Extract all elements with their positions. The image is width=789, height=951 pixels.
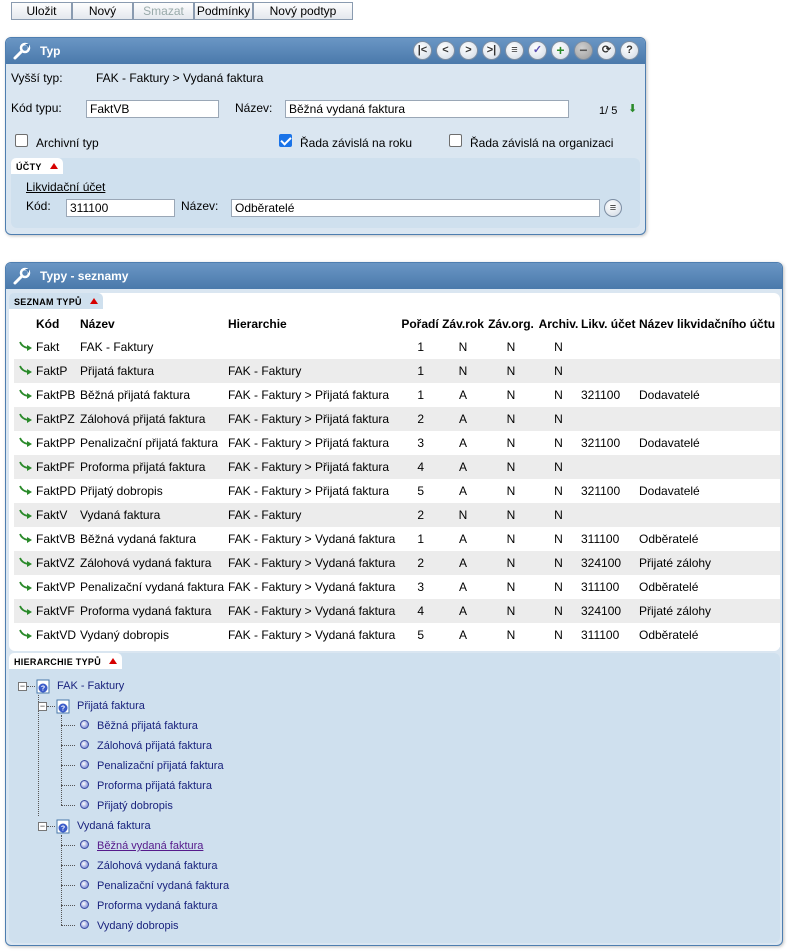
cell-archive: N (536, 455, 581, 479)
tree-node-root[interactable]: FAK - Faktury (57, 680, 125, 692)
cell-year-dep: A (440, 599, 486, 623)
cell-liq-account-name: Dodavatelé (639, 436, 700, 450)
cell-liq-account-name: Přijaté zálohy (639, 599, 780, 623)
org-dependent-label: Řada závislá na organizaci (470, 136, 614, 150)
cell-order: 2 (400, 551, 440, 575)
row-select-arrow-icon[interactable] (19, 629, 33, 639)
cell-code: FaktPP (36, 436, 76, 450)
cell-hierarchy: FAK - Faktury > Vydaná faktura (228, 599, 400, 623)
collapse-icon[interactable] (90, 298, 98, 304)
svg-text:?: ? (60, 825, 66, 833)
type-panel-title: Typ (40, 44, 61, 58)
pager-text: 1/ 5 (599, 105, 618, 117)
type-leaf-icon (80, 740, 89, 749)
row-arrow-cell[interactable] (14, 575, 36, 599)
tree-node-leaf[interactable]: Běžná přijatá faktura (97, 720, 198, 732)
tree-node-leaf[interactable]: Vydaný dobropis (97, 920, 179, 932)
cell-liq-account-name (639, 503, 780, 527)
prev-record-icon[interactable]: < (436, 41, 455, 60)
cell-archive: N (536, 599, 581, 623)
type-leaf-icon (80, 920, 89, 929)
parent-type-value: FAK - Faktury > Vydaná faktura (96, 71, 264, 85)
cell-liq-account: 311100 (581, 628, 620, 642)
cell-name: Proforma přijatá faktura (80, 455, 228, 479)
type-leaf-icon (80, 800, 89, 809)
cell-year-dep: A (440, 407, 486, 431)
table-row[interactable] (14, 335, 780, 359)
cell-liq-account: 324100 (581, 599, 639, 623)
account-code-field[interactable]: 311100 (66, 199, 175, 217)
collapse-toggle-icon[interactable]: − (39, 821, 46, 831)
tree-connector (61, 835, 62, 925)
tree-connector (61, 765, 75, 766)
svg-text:?: ? (60, 705, 66, 713)
type-name-field[interactable]: Běžná vydaná faktura (285, 100, 569, 118)
type-leaf-icon (80, 840, 89, 849)
cell-liq-account (581, 335, 639, 359)
account-code-label: Kód: (26, 199, 51, 213)
column-header-year-dep[interactable]: Záv.rok (442, 317, 484, 331)
table-row[interactable] (14, 479, 780, 503)
accounts-tab-label: ÚČTY (16, 162, 42, 172)
cell-year-dep: A (458, 580, 467, 594)
table-row[interactable] (14, 623, 780, 647)
hierarchy-tree (9, 653, 780, 943)
cell-archive: N (554, 532, 563, 546)
cell-liq-account (581, 359, 639, 383)
table-row[interactable] (14, 551, 780, 575)
cell-hierarchy: FAK - Faktury > Vydaná faktura (228, 628, 396, 642)
cell-archive: N (536, 407, 581, 431)
tree-connector (61, 845, 75, 846)
account-lookup-icon[interactable]: ≡ (604, 199, 622, 217)
tree-connector (61, 885, 75, 886)
row-arrow-cell[interactable] (14, 335, 36, 359)
cell-year-dep: A (458, 388, 467, 402)
tree-connector (61, 725, 75, 726)
cell-hierarchy: FAK - Faktury (228, 359, 400, 383)
table-row[interactable] (14, 359, 780, 383)
row-arrow-cell[interactable] (14, 623, 36, 647)
cell-liq-account-name: Odběratelé (639, 532, 699, 546)
column-header-code[interactable]: Kód (36, 317, 60, 331)
cell-name: Běžná vydaná faktura (80, 532, 197, 546)
cell-archive: N (536, 503, 581, 527)
cell-hierarchy: FAK - Faktury > Přijatá faktura (228, 484, 390, 498)
new-button[interactable]: Nový (72, 2, 133, 20)
cell-year-dep: N (440, 503, 486, 527)
next-record-icon[interactable]: > (459, 41, 478, 60)
account-name-field[interactable]: Odběratelé (231, 199, 600, 217)
tree-connector (61, 925, 75, 926)
tree-node-leaf[interactable]: Proforma vydaná faktura (97, 900, 218, 912)
cell-order: 4 (400, 455, 440, 479)
table-row[interactable] (14, 599, 780, 623)
cell-name: Vydaná faktura (80, 503, 228, 527)
new-subtype-button[interactable]: Nový podtyp (253, 2, 353, 20)
cell-liq-account-name: Přijaté zálohy (639, 551, 780, 575)
cell-year-dep: A (458, 436, 467, 450)
cell-liq-account (581, 407, 639, 431)
cell-archive: N (554, 484, 563, 498)
cell-hierarchy (228, 335, 400, 359)
cell-archive: N (554, 436, 563, 450)
cell-name: Proforma vydaná faktura (80, 599, 228, 623)
hierarchy-tab-label: HIERARCHIE TYPŮ (14, 657, 102, 667)
cell-year-dep: N (440, 359, 486, 383)
cell-hierarchy: FAK - Faktury > Přijatá faktura (228, 455, 400, 479)
cell-order: 1 (417, 532, 424, 546)
row-select-arrow-icon[interactable] (19, 581, 33, 591)
cell-order: 2 (400, 503, 440, 527)
check-icon[interactable]: ✓ (528, 41, 547, 60)
cell-liq-account-name (639, 455, 780, 479)
types-list-panel (5, 262, 783, 946)
column-header-name[interactable]: Název (80, 317, 115, 331)
cell-code: FaktVF (36, 599, 80, 623)
table-row[interactable] (14, 503, 780, 527)
cell-liq-account: 324100 (581, 551, 639, 575)
cell-name: Penalizační přijatá faktura (80, 436, 219, 450)
table-row[interactable] (14, 455, 780, 479)
row-icon-column-header (14, 313, 36, 335)
type-code-label: Kód typu: (11, 101, 62, 115)
type-name-label: Název: (235, 101, 273, 115)
cell-org-dep: N (506, 436, 516, 450)
archive-label: Archivní typ (36, 136, 99, 150)
folder-icon (55, 699, 71, 714)
type-leaf-icon (80, 780, 89, 789)
year-dependent-checkbox[interactable] (279, 134, 292, 147)
cell-hierarchy: FAK - Faktury > Přijatá faktura (228, 388, 390, 402)
cell-name: Přijatá faktura (80, 359, 228, 383)
cell-hierarchy: FAK - Faktury > Přijatá faktura (228, 436, 390, 450)
list-icon[interactable]: ≡ (505, 41, 524, 60)
types-list-tab-label: SEZNAM TYPŮ (14, 297, 82, 307)
column-header-liq-account-name[interactable]: Název likvidačního účtu (639, 317, 776, 331)
pager-down-icon[interactable]: ⬇ (628, 103, 638, 115)
cell-code: FaktPF (36, 455, 80, 479)
cell-name: Přijatý dobropis (80, 484, 163, 498)
cell-liq-account: 321100 (581, 388, 621, 402)
collapse-toggle-icon[interactable]: − (19, 681, 26, 691)
type-leaf-icon (80, 900, 89, 909)
row-select-arrow-icon[interactable] (19, 461, 33, 471)
row-arrow-cell[interactable] (14, 455, 36, 479)
cell-order: 1 (417, 388, 424, 402)
cell-order: 1 (417, 340, 424, 354)
tree-node-leaf[interactable]: Běžná vydaná faktura (97, 840, 204, 852)
types-list-header (6, 263, 782, 289)
type-panel-header (6, 38, 645, 64)
table-row[interactable] (14, 527, 780, 551)
wrench-icon (12, 41, 32, 61)
tree-connector (61, 805, 75, 806)
table-row[interactable] (14, 407, 780, 431)
tree-node-leaf[interactable]: Penalizační vydaná faktura (97, 880, 230, 892)
cell-archive: N (554, 580, 563, 594)
row-select-arrow-icon[interactable] (19, 437, 33, 447)
year-dependent-label: Řada závislá na roku (300, 136, 413, 150)
folder-icon (55, 819, 71, 834)
cell-archive: N (554, 628, 563, 642)
folder-icon (35, 679, 51, 694)
tree-connector (61, 745, 75, 746)
accounts-section (11, 158, 640, 228)
cell-liq-account: 311100 (581, 532, 620, 546)
cell-archive: N (536, 551, 581, 575)
table-row[interactable] (14, 383, 780, 407)
type-leaf-icon (80, 860, 89, 869)
types-list-title: Typy - seznamy (40, 269, 129, 283)
cell-order: 3 (417, 580, 424, 594)
row-select-arrow-icon[interactable] (19, 533, 33, 543)
cell-liq-account (581, 455, 639, 479)
cell-liq-account-name: Odběratelé (639, 580, 699, 594)
cell-liq-account-name (639, 407, 780, 431)
column-header-org-dep[interactable]: Záv.org. (488, 317, 534, 331)
row-arrow-cell[interactable] (14, 431, 36, 455)
tree-connector (61, 905, 75, 906)
cell-name: FAK - Faktury (80, 340, 154, 354)
row-arrow-cell[interactable] (14, 551, 36, 575)
row-arrow-cell[interactable] (14, 503, 36, 527)
row-select-arrow-icon[interactable] (19, 557, 33, 567)
refresh-icon[interactable]: ⟳ (597, 41, 616, 60)
tree-node-leaf[interactable]: Penalizační přijatá faktura (97, 760, 224, 772)
column-header-liq-account[interactable]: Likv. účet (581, 317, 636, 331)
tree-node-issued[interactable]: Vydaná faktura (77, 820, 151, 832)
type-panel (5, 37, 646, 235)
collapse-toggle-icon[interactable]: − (39, 701, 46, 711)
cell-org-dep: N (506, 580, 516, 594)
row-arrow-cell[interactable] (14, 359, 36, 383)
cell-org-dep: N (506, 532, 516, 546)
toolbar (11, 2, 353, 20)
row-select-arrow-icon[interactable] (19, 413, 33, 423)
cell-hierarchy: FAK - Faktury > Přijatá faktura (228, 407, 400, 431)
row-select-arrow-icon[interactable] (19, 389, 33, 399)
cell-org-dep: N (486, 503, 536, 527)
cell-archive: N (536, 359, 581, 383)
cell-org-dep: N (506, 484, 516, 498)
cell-org-dep: N (486, 551, 536, 575)
cell-name: Zálohová přijatá faktura (80, 407, 228, 431)
cell-year-dep: A (440, 455, 486, 479)
tree-connector (47, 826, 55, 827)
cell-hierarchy: FAK - Faktury > Vydaná faktura (228, 551, 400, 575)
cell-code: Fakt (36, 340, 60, 354)
cell-liq-account-name: Dodavatelé (639, 388, 700, 402)
cell-liq-account (581, 503, 639, 527)
tree-node-leaf[interactable]: Proforma přijatá faktura (97, 780, 212, 792)
first-record-icon[interactable]: |< (413, 41, 432, 60)
cell-org-dep: N (486, 599, 536, 623)
cell-code: FaktVP (36, 580, 76, 594)
cell-name: Běžná přijatá faktura (80, 388, 191, 402)
accounts-tab[interactable] (11, 158, 63, 174)
account-name-label: Název: (181, 199, 219, 213)
types-list-tab[interactable] (9, 293, 103, 309)
tree-node-leaf[interactable]: Zálohová vydaná faktura (97, 860, 218, 872)
cell-code: FaktP (36, 359, 80, 383)
add-icon[interactable]: + (551, 41, 570, 60)
tree-node-received[interactable]: Přijatá faktura (77, 700, 145, 712)
cell-liq-account-name: Dodavatelé (639, 484, 700, 498)
collapse-icon[interactable] (50, 163, 58, 169)
cell-code: FaktPD (36, 484, 77, 498)
row-arrow-cell[interactable] (14, 383, 36, 407)
tree-connector (61, 715, 62, 805)
hierarchy-section (9, 653, 780, 943)
tree-connector (61, 785, 75, 786)
cell-code: FaktVD (36, 628, 77, 642)
cell-year-dep: N (458, 340, 468, 354)
cell-year-dep: A (458, 484, 467, 498)
cell-org-dep: N (506, 628, 516, 642)
type-code-field[interactable]: FaktVB (86, 100, 219, 118)
table-row[interactable] (14, 431, 780, 455)
svg-text:?: ? (40, 685, 46, 693)
cell-liq-account: 321100 (581, 436, 621, 450)
cell-org-dep: N (486, 407, 536, 431)
cell-hierarchy: FAK - Faktury > Vydaná faktura (228, 580, 396, 594)
liquidation-account-label[interactable]: Likvidační účet (26, 180, 106, 194)
org-dependent-checkbox[interactable] (449, 134, 462, 147)
column-header-archive[interactable]: Archiv. (538, 317, 579, 331)
cell-code: FaktVZ (36, 551, 80, 575)
row-arrow-cell[interactable] (14, 479, 36, 503)
remove-icon[interactable]: − (574, 41, 593, 60)
cell-order: 5 (417, 484, 424, 498)
cell-archive: N (554, 388, 563, 402)
cell-code: FaktPB (36, 388, 76, 402)
cell-liq-account-name: Odběratelé (639, 628, 699, 642)
cell-org-dep: N (506, 388, 516, 402)
tree-node-leaf[interactable]: Zálohová přijatá faktura (97, 740, 212, 752)
tree-connector (27, 686, 35, 687)
cell-year-dep: A (440, 551, 486, 575)
column-header-hierarchy[interactable]: Hierarchie (228, 317, 287, 331)
column-header-order[interactable]: Pořadí (401, 317, 439, 331)
archive-checkbox[interactable] (15, 134, 28, 147)
save-button[interactable]: Uložit (11, 2, 72, 20)
row-arrow-cell[interactable] (14, 599, 36, 623)
cell-order: 4 (400, 599, 440, 623)
cell-code: FaktPZ (36, 407, 80, 431)
wrench-icon (12, 266, 32, 286)
table-row[interactable] (14, 575, 780, 599)
cell-name: Zálohová vydaná faktura (80, 551, 228, 575)
row-select-arrow-icon[interactable] (19, 341, 33, 351)
cell-code: FaktV (36, 503, 80, 527)
tree-connector (61, 865, 75, 866)
tree-connector (47, 706, 55, 707)
cell-liq-account-name (639, 335, 780, 359)
tree-connector (38, 695, 39, 816)
row-select-arrow-icon[interactable] (19, 485, 33, 495)
cell-hierarchy: FAK - Faktury (228, 503, 400, 527)
cell-year-dep: A (458, 628, 467, 642)
cell-order: 5 (417, 628, 424, 642)
cell-hierarchy: FAK - Faktury > Vydaná faktura (228, 532, 396, 546)
delete-button[interactable]: Smazat (133, 2, 194, 20)
types-list-section (9, 293, 780, 651)
cell-order: 3 (417, 436, 424, 450)
cell-archive: N (554, 340, 563, 354)
cell-order: 1 (400, 359, 440, 383)
type-leaf-icon (80, 720, 89, 729)
cell-year-dep: A (458, 532, 467, 546)
parent-type-label: Vyšší typ: (11, 71, 63, 85)
cell-liq-account: 311100 (581, 580, 620, 594)
cell-org-dep: N (486, 359, 536, 383)
types-table (14, 313, 780, 647)
type-leaf-icon (80, 760, 89, 769)
cell-org-dep: N (486, 455, 536, 479)
row-select-arrow-icon[interactable] (19, 509, 33, 519)
help-icon[interactable]: ? (620, 41, 639, 60)
cell-liq-account-name (639, 359, 780, 383)
cell-name: Penalizační vydaná faktura (80, 580, 225, 594)
cell-code: FaktVB (36, 532, 76, 546)
cell-org-dep: N (506, 340, 516, 354)
type-leaf-icon (80, 880, 89, 889)
tree-node-leaf[interactable]: Přijatý dobropis (97, 800, 173, 812)
cell-liq-account: 321100 (581, 484, 621, 498)
row-select-arrow-icon[interactable] (19, 365, 33, 375)
last-record-icon[interactable]: >| (482, 41, 501, 60)
row-arrow-cell[interactable] (14, 407, 36, 431)
row-select-arrow-icon[interactable] (19, 605, 33, 615)
cell-name: Vydaný dobropis (80, 628, 169, 642)
cell-order: 2 (400, 407, 440, 431)
conditions-button[interactable]: Podmínky (194, 2, 253, 20)
row-arrow-cell[interactable] (14, 527, 36, 551)
